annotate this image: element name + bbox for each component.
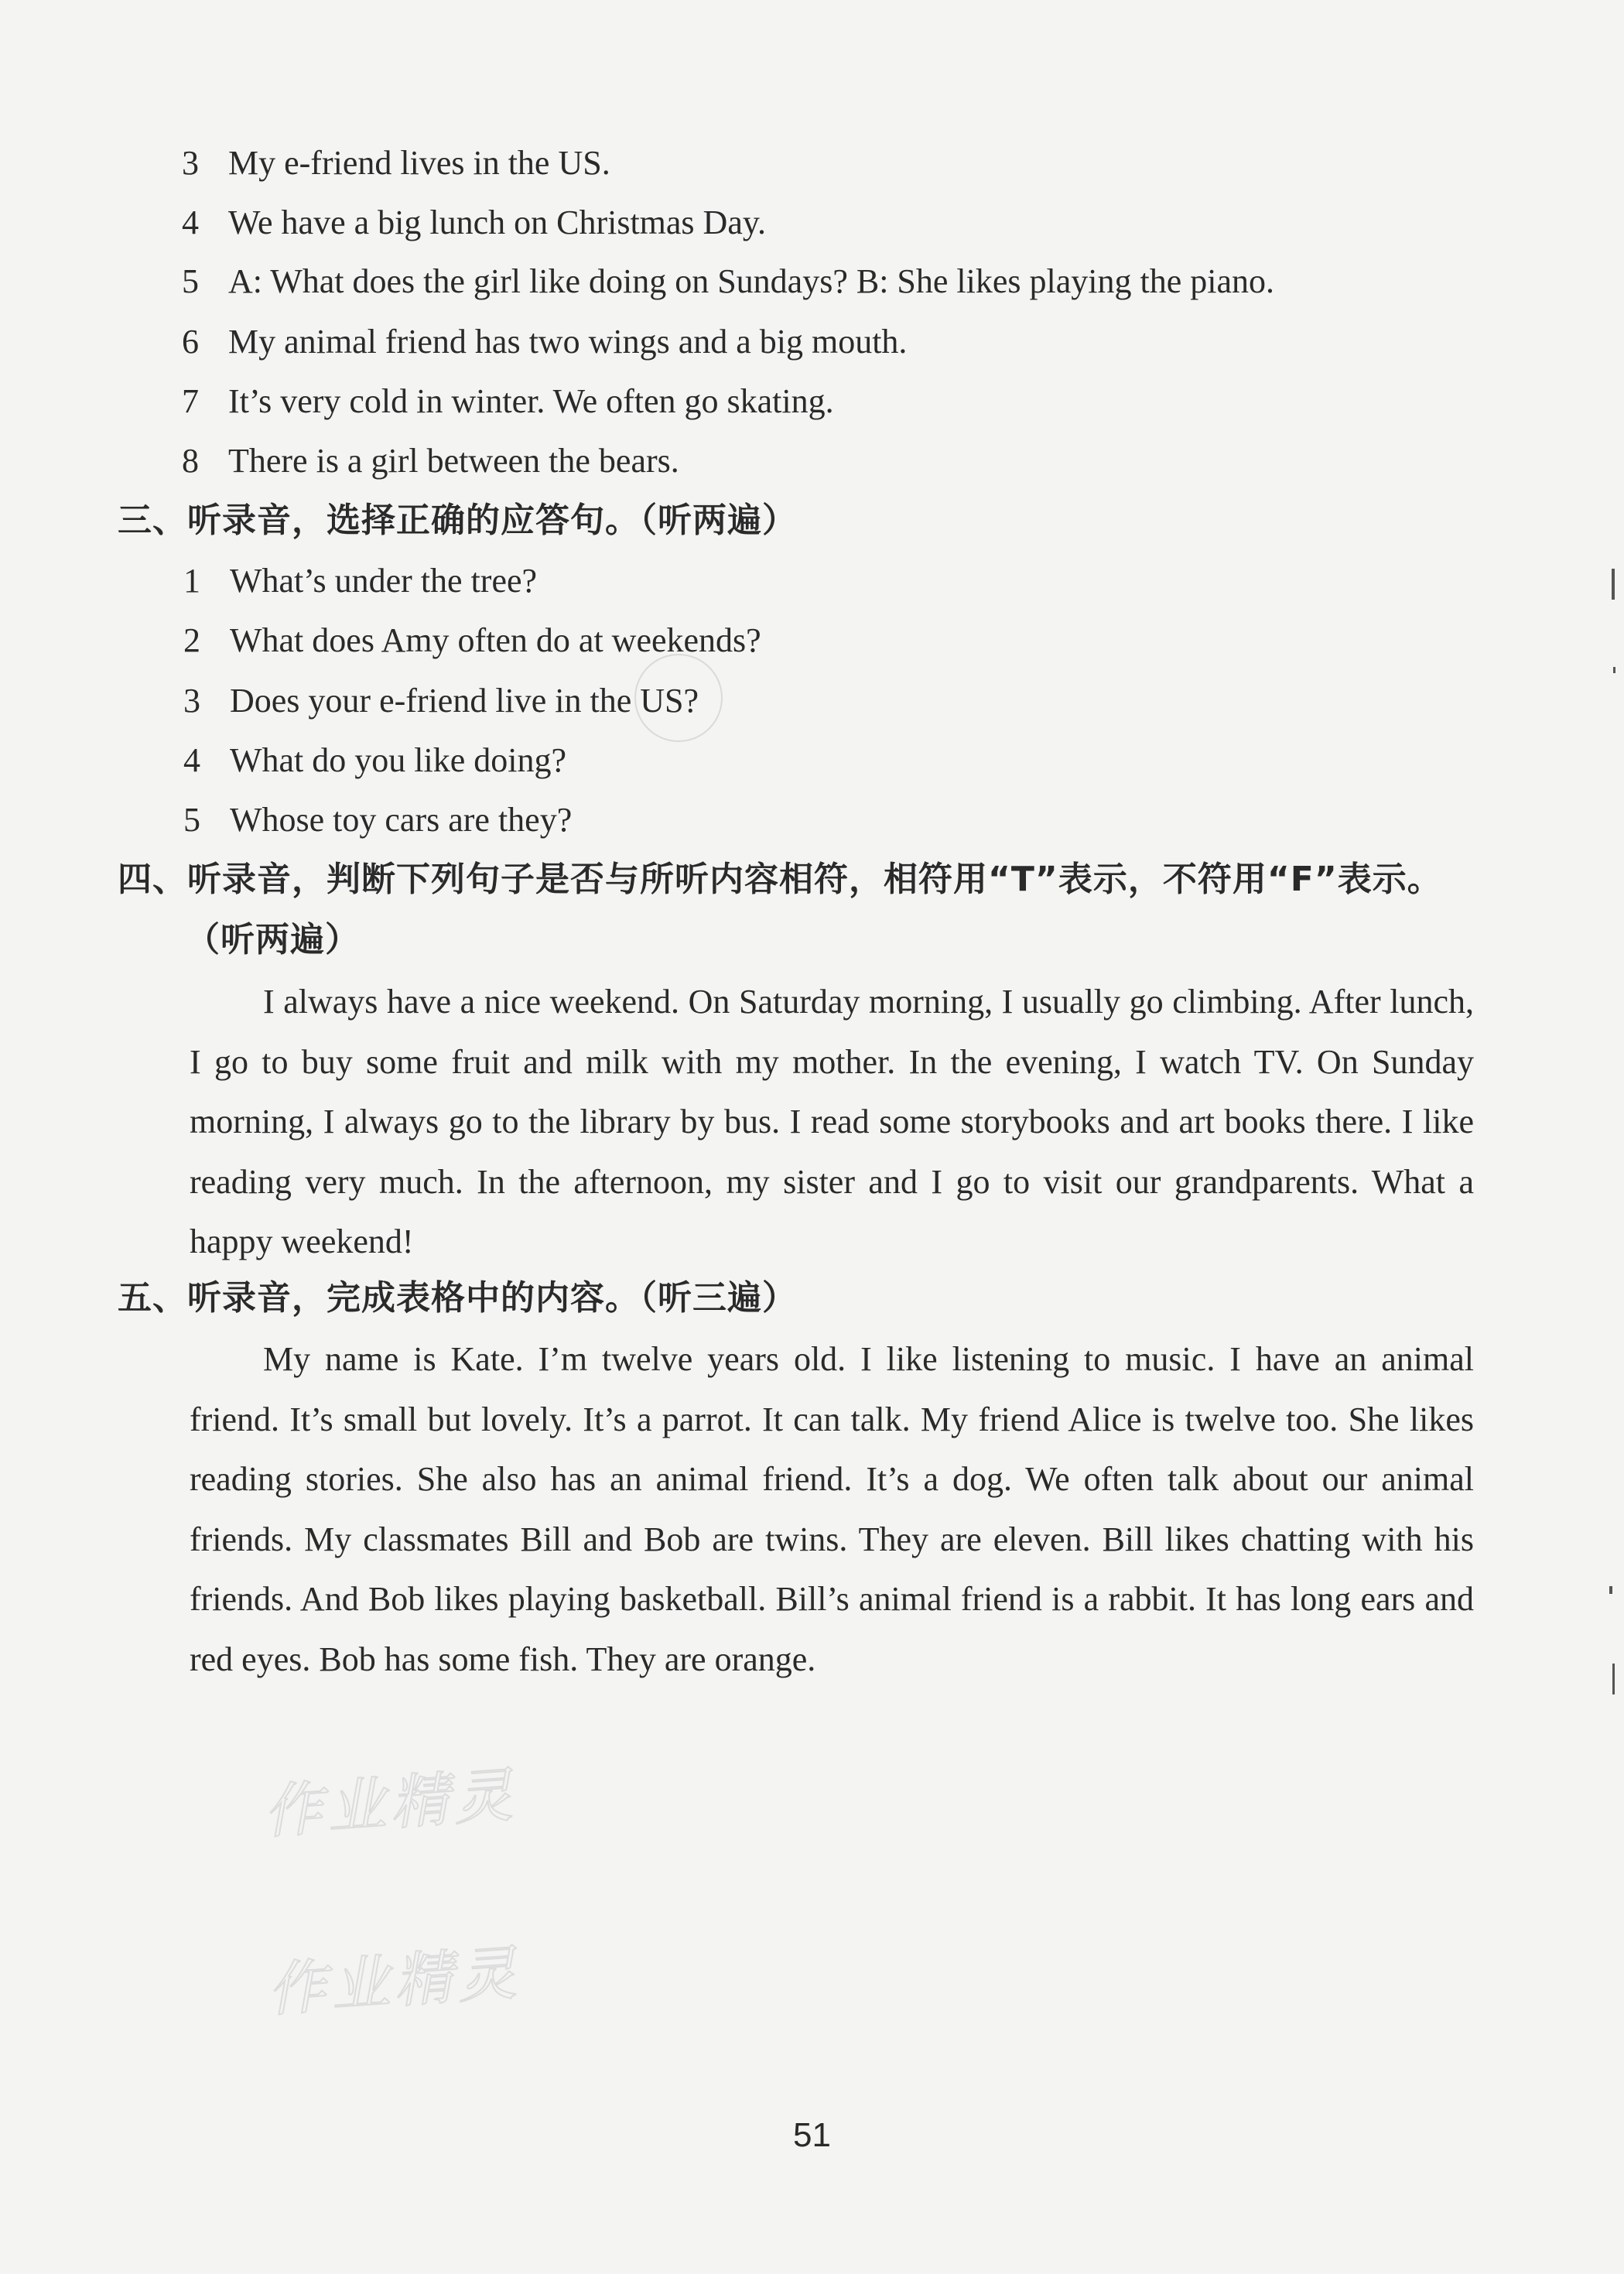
item-number: 1: [183, 562, 200, 600]
item-number: 8: [182, 442, 199, 480]
item-text: There is a girl between the bears.: [228, 442, 679, 480]
item-text: What’s under the tree?: [230, 562, 538, 600]
scan-artifact: [1613, 667, 1615, 673]
item-number: 5: [183, 801, 200, 839]
page-number: 51: [793, 2116, 831, 2154]
item-text: Whose toy cars are they?: [230, 801, 573, 839]
item-text: My e-friend lives in the US.: [228, 144, 610, 182]
section-4-heading-continued: （听两遍）: [186, 920, 360, 959]
item-number: 6: [182, 323, 199, 361]
scan-artifact: [1609, 1586, 1612, 1594]
item-text: What do you like doing?: [230, 741, 567, 779]
section-4-heading: 四、听录音，判断下列句子是否与所听内容相符，相符用“T”表示，不符用“F”表示。: [118, 860, 1442, 899]
item-number: 5: [182, 262, 199, 300]
item-number: 2: [183, 621, 200, 659]
item-text: It’s very cold in winter. We often go skating.: [228, 382, 834, 420]
section-5-passage: [190, 1329, 1474, 1689]
item-number: 3: [182, 144, 199, 182]
item-text: A: What does the girl like doing on Sundays? B: She likes playing the piano.: [228, 262, 1275, 300]
section-4-passage: [190, 972, 1474, 1272]
passage-text: My name is Kate. I’m twelve years old. I like listening to music. I have an animal friend. It’s small but lovely. It’s a parrot. It can talk. My friend Alice is twelve too. She likes reading stories. She also has an animal friend. It’s a dog. We often talk about our animal friends. My classmates Bill and Bob are twins. They are eleven. Bill likes chatting with his friends. And Bob likes playing basketball. Bill’s animal friend is a rabbit. It has long ears and red eyes. Bob has some fish. They are orange.: [190, 1340, 1474, 1678]
stamp-mark: [634, 654, 723, 742]
item-text: We have a big lunch on Christmas Day.: [228, 203, 766, 241]
scan-artifact: [1612, 1664, 1615, 1694]
item-number: 4: [183, 741, 200, 779]
section-5-heading: 五、听录音，完成表格中的内容。（听三遍）: [118, 1278, 797, 1318]
item-text: My animal friend has two wings and a big mouth.: [228, 323, 908, 361]
item-text: Does your e-friend live in the US?: [230, 682, 699, 720]
item-text: What does Amy often do at weekends?: [230, 621, 761, 659]
scan-artifact: [1612, 569, 1615, 600]
watermark: 作业精灵: [265, 1937, 524, 2025]
section-3-heading: 三、听录音，选择正确的应答句。（听两遍）: [118, 501, 797, 540]
item-number: 4: [182, 203, 199, 241]
passage-text: I always have a nice weekend. On Saturday morning, I usually go climbing. After lunch, I go to buy some fruit and milk with my mother. In the evening, I watch TV. On Sunday morning, I always go to the library by bus. I read some storybooks and art books there. I like reading very much. In the afternoon, my sister and I go to visit our grandparents. What a happy weekend!: [190, 983, 1474, 1260]
watermark: 作业精灵: [261, 1759, 520, 1847]
item-number: 7: [182, 382, 199, 420]
item-number: 3: [183, 682, 200, 720]
